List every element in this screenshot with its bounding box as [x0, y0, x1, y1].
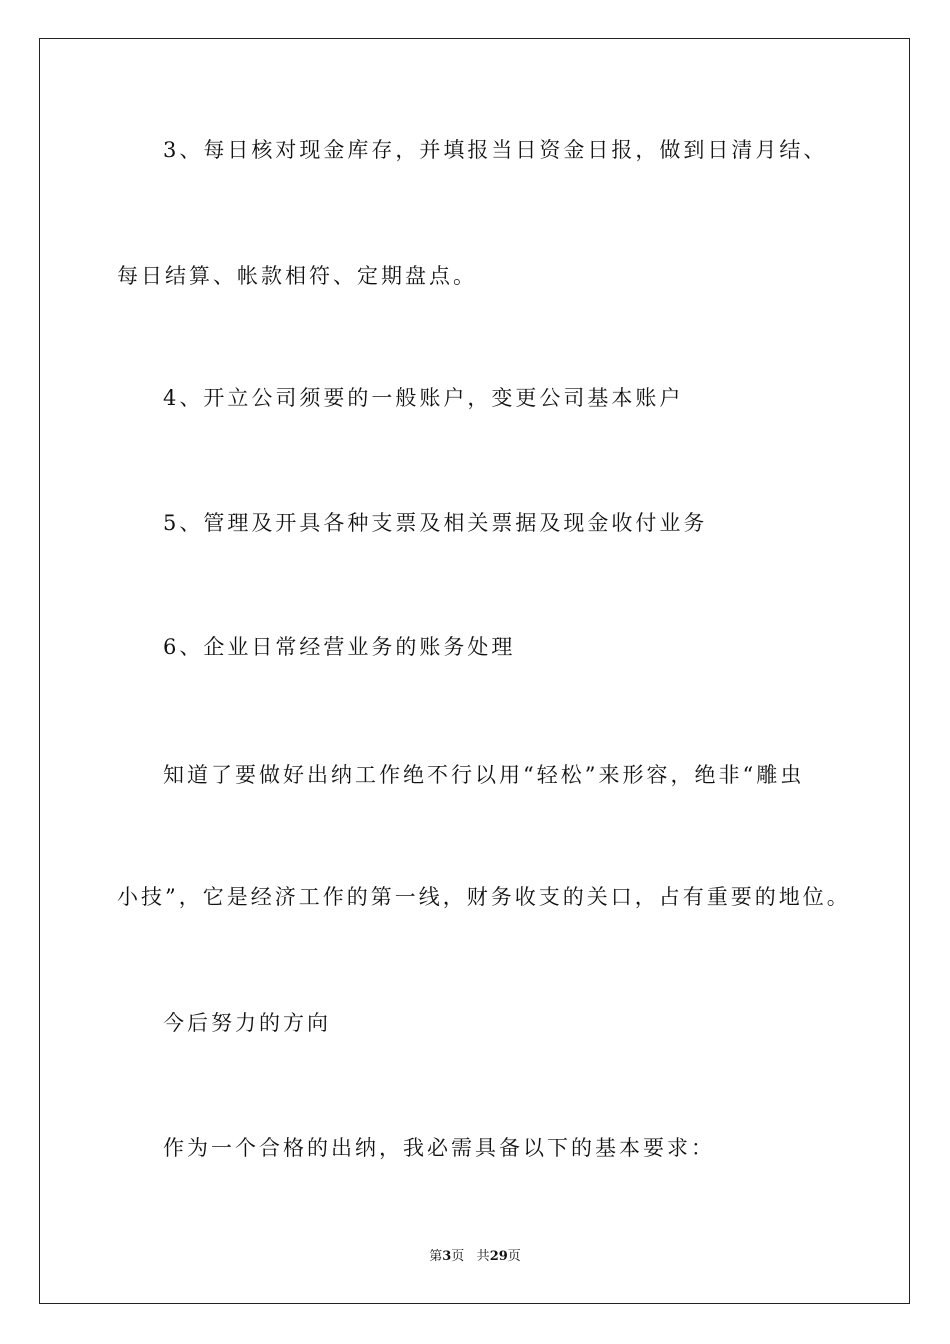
paragraph-cashier-work: 知道了要做好出纳工作绝不行以用“轻松”来形容，绝非“雕虫	[163, 763, 805, 787]
section-heading-future-direction: 今后努力的方向	[163, 1011, 331, 1035]
paragraph-basic-requirements: 作为一个合格的出纳，我必需具备以下的基本要求：	[163, 1136, 715, 1160]
total-prefix: 共	[476, 1249, 490, 1264]
total-pages-number: 29	[489, 1249, 508, 1264]
paragraph-cashier-work-continued: 小技”，它是经济工作的第一线，财务收支的关口，占有重要的地位。	[117, 885, 851, 909]
paragraph-item-3: 3、每日核对现金库存，并填报当日资金日报，做到日清月结、	[163, 138, 828, 162]
total-suffix: 页	[507, 1249, 521, 1264]
page-footer	[0, 1248, 950, 1266]
page-prefix: 第	[429, 1249, 443, 1264]
page-suffix: 页	[451, 1249, 465, 1264]
paragraph-item-4: 4、开立公司须要的一般账户，变更公司基本账户	[163, 386, 684, 410]
page-border	[39, 38, 910, 1304]
paragraph-item-5: 5、管理及开具各种支票及相关票据及现金收付业务	[163, 511, 708, 535]
paragraph-item-6: 6、企业日常经营业务的账务处理	[163, 635, 516, 659]
paragraph-item-3-continued: 每日结算、帐款相符、定期盘点。	[117, 264, 477, 288]
current-page-number: 3	[442, 1249, 452, 1264]
